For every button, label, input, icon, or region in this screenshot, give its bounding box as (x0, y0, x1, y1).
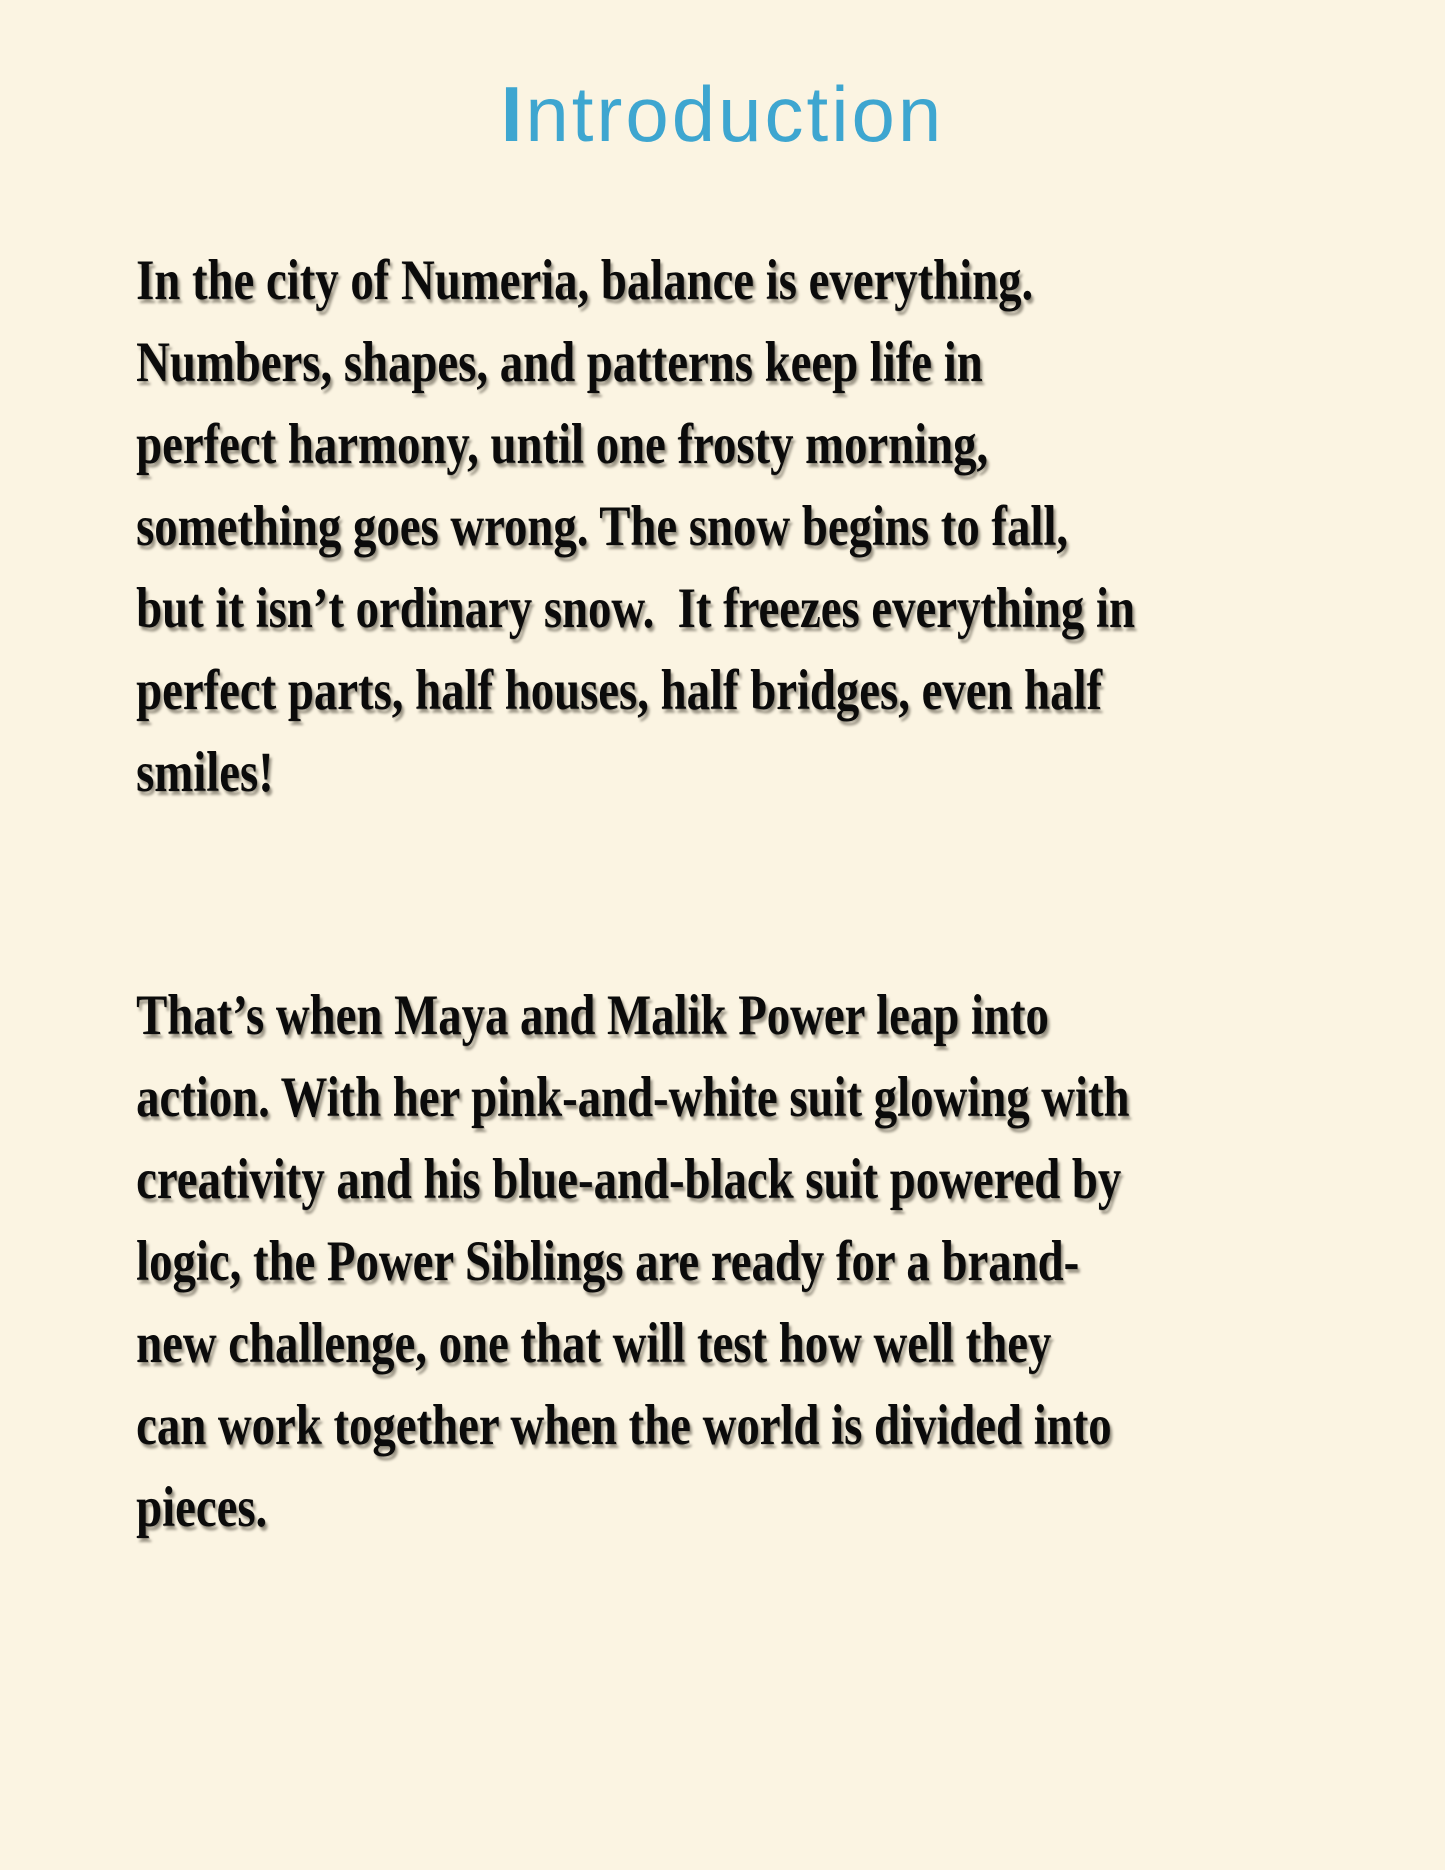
page-title-rest: ntroduction (525, 70, 945, 158)
paragraph-line: smiles! (136, 740, 274, 804)
paragraph-line: logic, the Power Siblings are ready for a brand- (136, 1229, 1080, 1293)
paragraph-line: perfect parts, half houses, half bridges, even half (136, 658, 1103, 722)
paragraph-line: can work together when the world is divided into (136, 1393, 1112, 1457)
paragraph-line: creativity and his blue-and-black suit powered by (136, 1147, 1122, 1211)
intro-paragraph-2 (0, 975, 1185, 1549)
paragraph-line: but it isn’t ordinary snow. It freezes everything in (136, 576, 1135, 640)
paragraph-line: pieces. (136, 1475, 268, 1539)
page-title (0, 66, 1445, 164)
paragraph-line: something goes wrong. The snow begins to fall, (136, 494, 1068, 558)
paragraph-line: perfect harmony, until one frosty morning, (136, 412, 989, 476)
paragraph-line: action. With her pink-and-white suit glowing with (136, 1065, 1130, 1129)
paragraph-line: Numbers, shapes, and patterns keep life in (136, 330, 983, 394)
paragraph-line: new challenge, one that will test how well they (136, 1311, 1052, 1375)
paragraph-line: That’s when Maya and Malik Power leap into (136, 983, 1049, 1047)
intro-paragraph-1 (0, 240, 1185, 814)
paragraph-line: In the city of Numeria, balance is everything. (136, 248, 1034, 312)
page-title-initial: I (500, 70, 526, 158)
